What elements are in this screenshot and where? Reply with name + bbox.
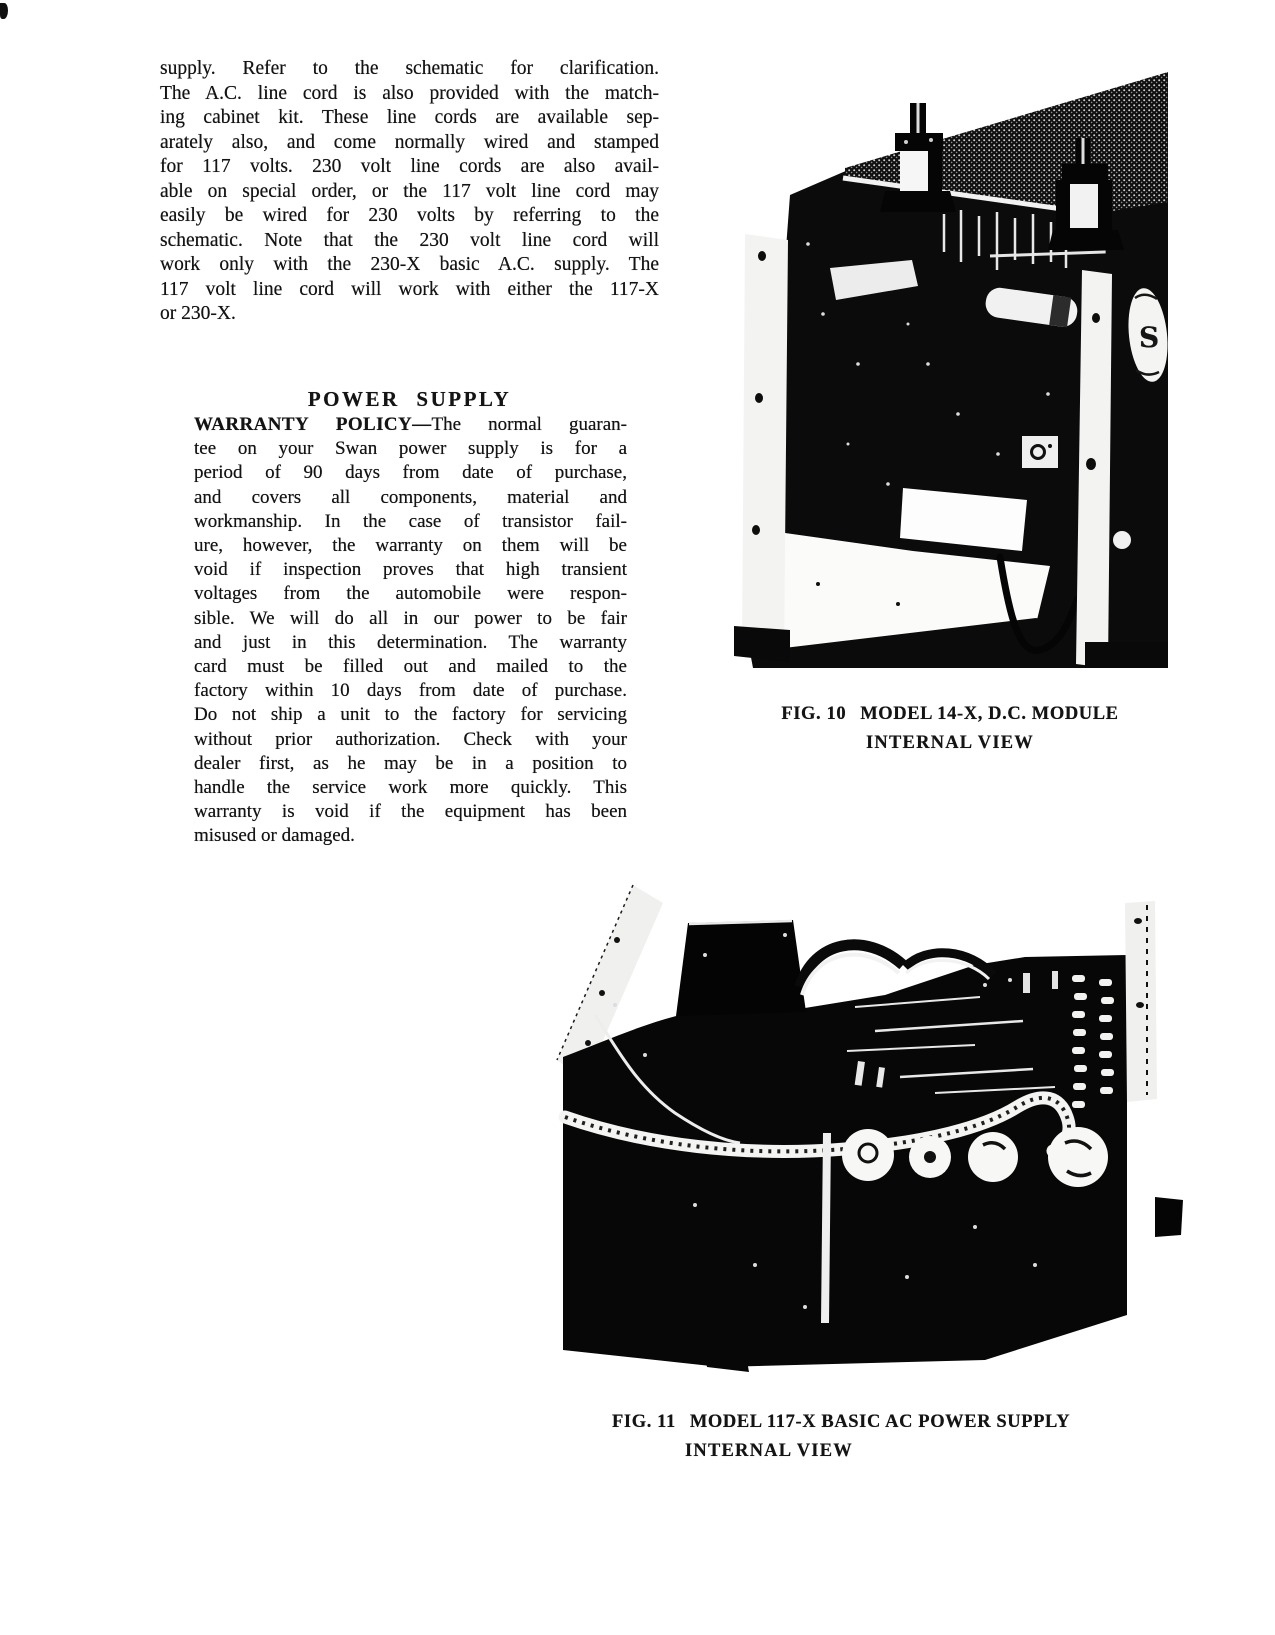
text-line: card must be filled out and mailed to the [194,656,627,678]
text-line: warranty is void if the equipment has been [194,801,627,823]
text-line: without prior authorization. Check with your [194,728,627,750]
figure-10-title: MODEL 14-X, D.C. MODULE [860,704,1119,724]
figure-11-caption [612,1408,1112,1466]
text-line: 117 volt line cord will work with either the 117-X [160,278,659,300]
figure-10-label: FIG. 10 [781,704,847,724]
figure-11-photo [555,845,1185,1393]
text-line: tee on your Swan power supply is for a [194,438,627,460]
text-line: The A.C. line cord is also provided with the match- [160,82,659,104]
text-line: easily be wired for 230 volts by referring to the [160,205,659,226]
warranty-first-line-text: The normal guaran- [431,414,627,435]
figure-11-caption-line1 [612,1408,1112,1437]
text-line: ure, however, the warranty on them will be [194,535,627,557]
text-line: ing cabinet kit. These line cords are available sep- [160,107,659,128]
figure-11-subtitle: INTERNAL VIEW [685,1441,853,1461]
text-line: and just in this determination. The warranty [194,631,627,653]
text-line: schematic. Note that the 230 volt line cord will [160,229,659,251]
figure-10-caption [718,700,1182,757]
text-line: for 117 volts. 230 volt line cords are also avail- [160,156,659,177]
intro-paragraph [160,57,659,327]
figure-11-title: MODEL 117-X BASIC AC POWER SUPPLY [689,1412,1071,1432]
figure-10-caption-line1 [718,700,1182,729]
text-line: handle the service work more quickly. This [194,777,627,799]
text-line: and covers all components, material and [194,486,627,508]
text-line: supply. Refer to the schematic for clarification. [160,58,659,79]
text-line: misused or damaged. [194,825,355,847]
text-line: period of 90 days from date of purchase, [194,462,627,484]
text-line: workmanship. In the case of transistor fail- [194,510,627,532]
text-line: arately also, and come normally wired and stamped [160,131,659,153]
section-heading-power-supply: POWER SUPPLY [307,387,512,411]
warranty-first-line [194,413,627,437]
dc-module-internal-photo [698,64,1168,668]
warranty-lines [194,437,627,848]
text-line: void if inspection proves that high transient [194,559,627,581]
warranty-paragraph [194,413,627,849]
ac-supply-internal-photo [555,845,1185,1393]
text-line: Do not ship a unit to the factory for servicing [194,704,627,726]
scan-artifact-mark [0,3,8,19]
figure-10-subtitle: INTERNAL VIEW [866,732,1034,753]
text-line: voltages from the automobile were respon- [194,583,627,605]
text-line: dealer first, as he may be in a position to [194,752,627,774]
figure-10-photo [698,64,1168,668]
text-line: factory within 10 days from date of purchase. [194,680,627,702]
text-line: or 230-X. [160,303,236,324]
text-line: sible. We will do all in our power to be fair [194,607,627,629]
figure-11-label: FIG. 11 [612,1412,676,1432]
text-line: able on special order, or the 117 volt line cord may [160,180,659,202]
text-line: work only with the 230-X basic A.C. supply. The [160,254,659,275]
svg-text:S: S [1139,321,1160,354]
warranty-policy-lead: WARRANTY POLICY— [194,414,432,435]
